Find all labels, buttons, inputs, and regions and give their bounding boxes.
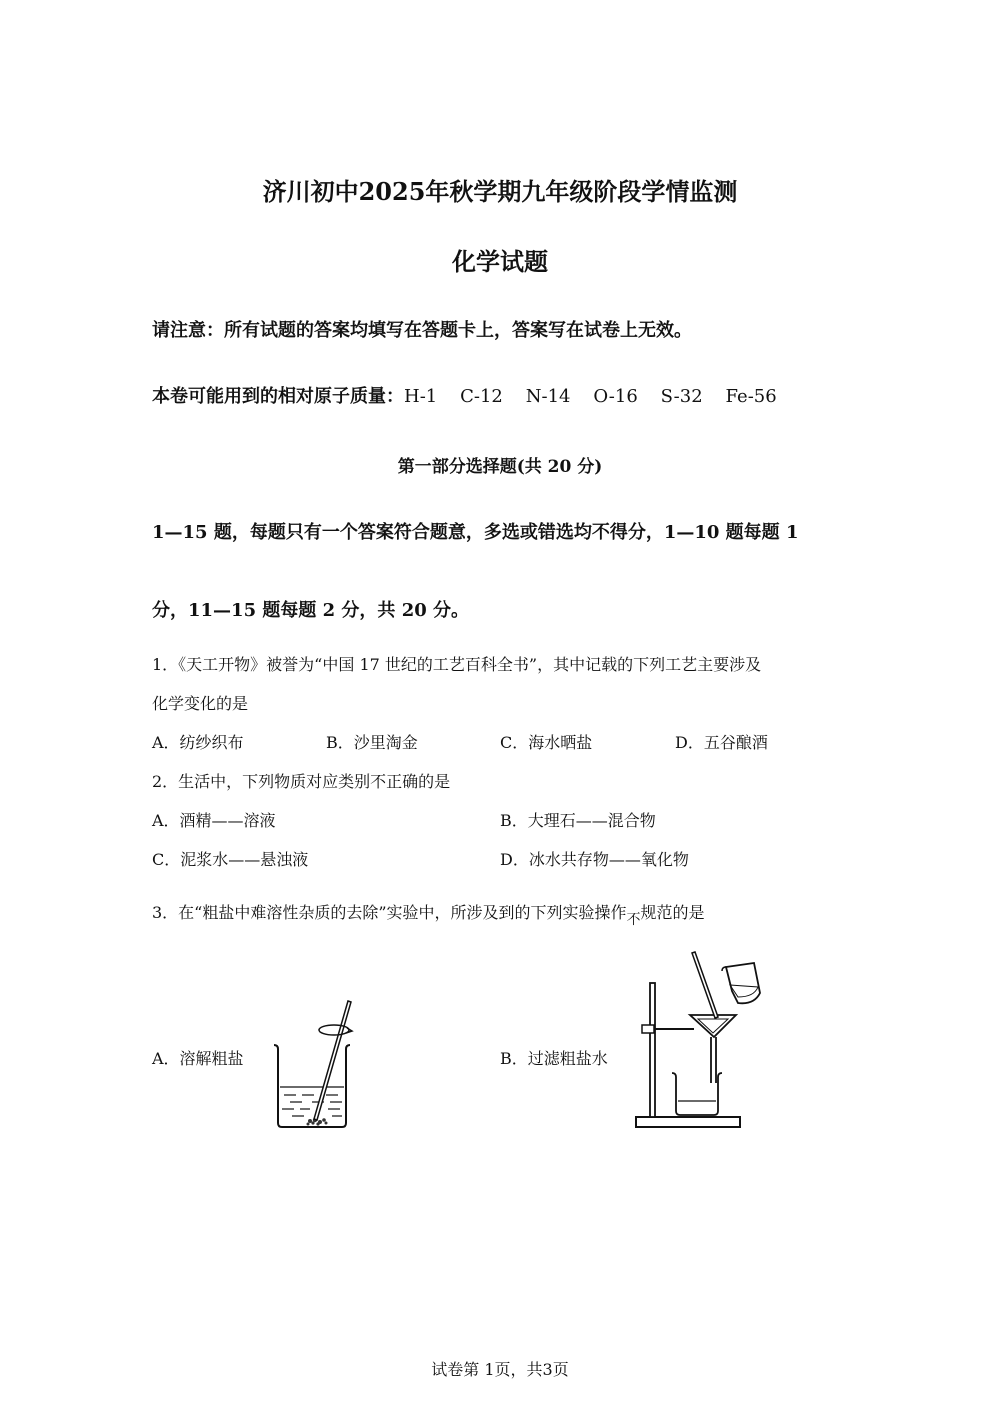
q3-stem — [152, 900, 705, 928]
part1-instruction-line2: 分，11—15 题每题 2 分，共 20 分。 — [152, 600, 470, 621]
subject-title: 化学试题 — [452, 247, 548, 276]
q2-option-b: B．大理石——混合物 — [500, 811, 656, 830]
q3-option-a: A．溶解粗盐 — [152, 1049, 244, 1068]
q1-option-a: A．纺纱织布 — [152, 733, 244, 752]
notice-text: 请注意：所有试题的答案均填写在答题卡上，答案写在试卷上无效。 — [152, 320, 692, 341]
q1-option-c: C．海水晒盐 — [500, 733, 593, 752]
q1-option-b: B．沙里淘金 — [326, 733, 418, 752]
q3-option-b: B．过滤粗盐水 — [500, 1049, 608, 1068]
atomic-mass-values: H-1 C-12 N-14 O-16 S-32 Fe-56 — [404, 386, 777, 407]
part1-instruction-line1: 1—15 题，每题只有一个答案符合题意，多选或错选均不得分，1—10 题每题 1 — [152, 522, 799, 543]
q1-stem-line1: 1．《天工开物》被誉为“中国 17 世纪的工艺百科全书”，其中记载的下列工艺主要涉及 — [152, 655, 762, 674]
atomic-mass-label: 本卷可能用到的相对原子质量： — [152, 386, 404, 407]
part1-heading: 第一部分选择题(共 20 分) — [397, 457, 603, 477]
exam-title: 济川初中2025年秋学期九年级阶段学情监测 — [262, 177, 738, 206]
q2-option-d: D．冰水共存物——氧化物 — [500, 850, 689, 869]
q1-option-d: D．五谷酿酒 — [675, 733, 768, 752]
atomic-mass-line — [152, 382, 777, 408]
q3-stem-after: 规范的是 — [640, 903, 705, 922]
q2-stem: 2．生活中，下列物质对应类别不正确的是 — [152, 772, 451, 791]
q2-option-a: A．酒精——溶液 — [152, 811, 276, 830]
filtration-apparatus-figure — [628, 945, 768, 1135]
page-footer: 试卷第 1页，共3页 — [431, 1360, 569, 1379]
q3-stem-before: 3．在“粗盐中难溶性杂质的去除”实验中，所涉及到的下列实验操作 — [152, 903, 627, 922]
q3-stem-emphasis: 不 — [626, 912, 641, 928]
q1-stem-line2: 化学变化的是 — [152, 694, 249, 713]
dissolving-beaker-figure — [268, 995, 368, 1135]
q2-option-c: C．泥浆水——悬浊液 — [152, 850, 309, 869]
